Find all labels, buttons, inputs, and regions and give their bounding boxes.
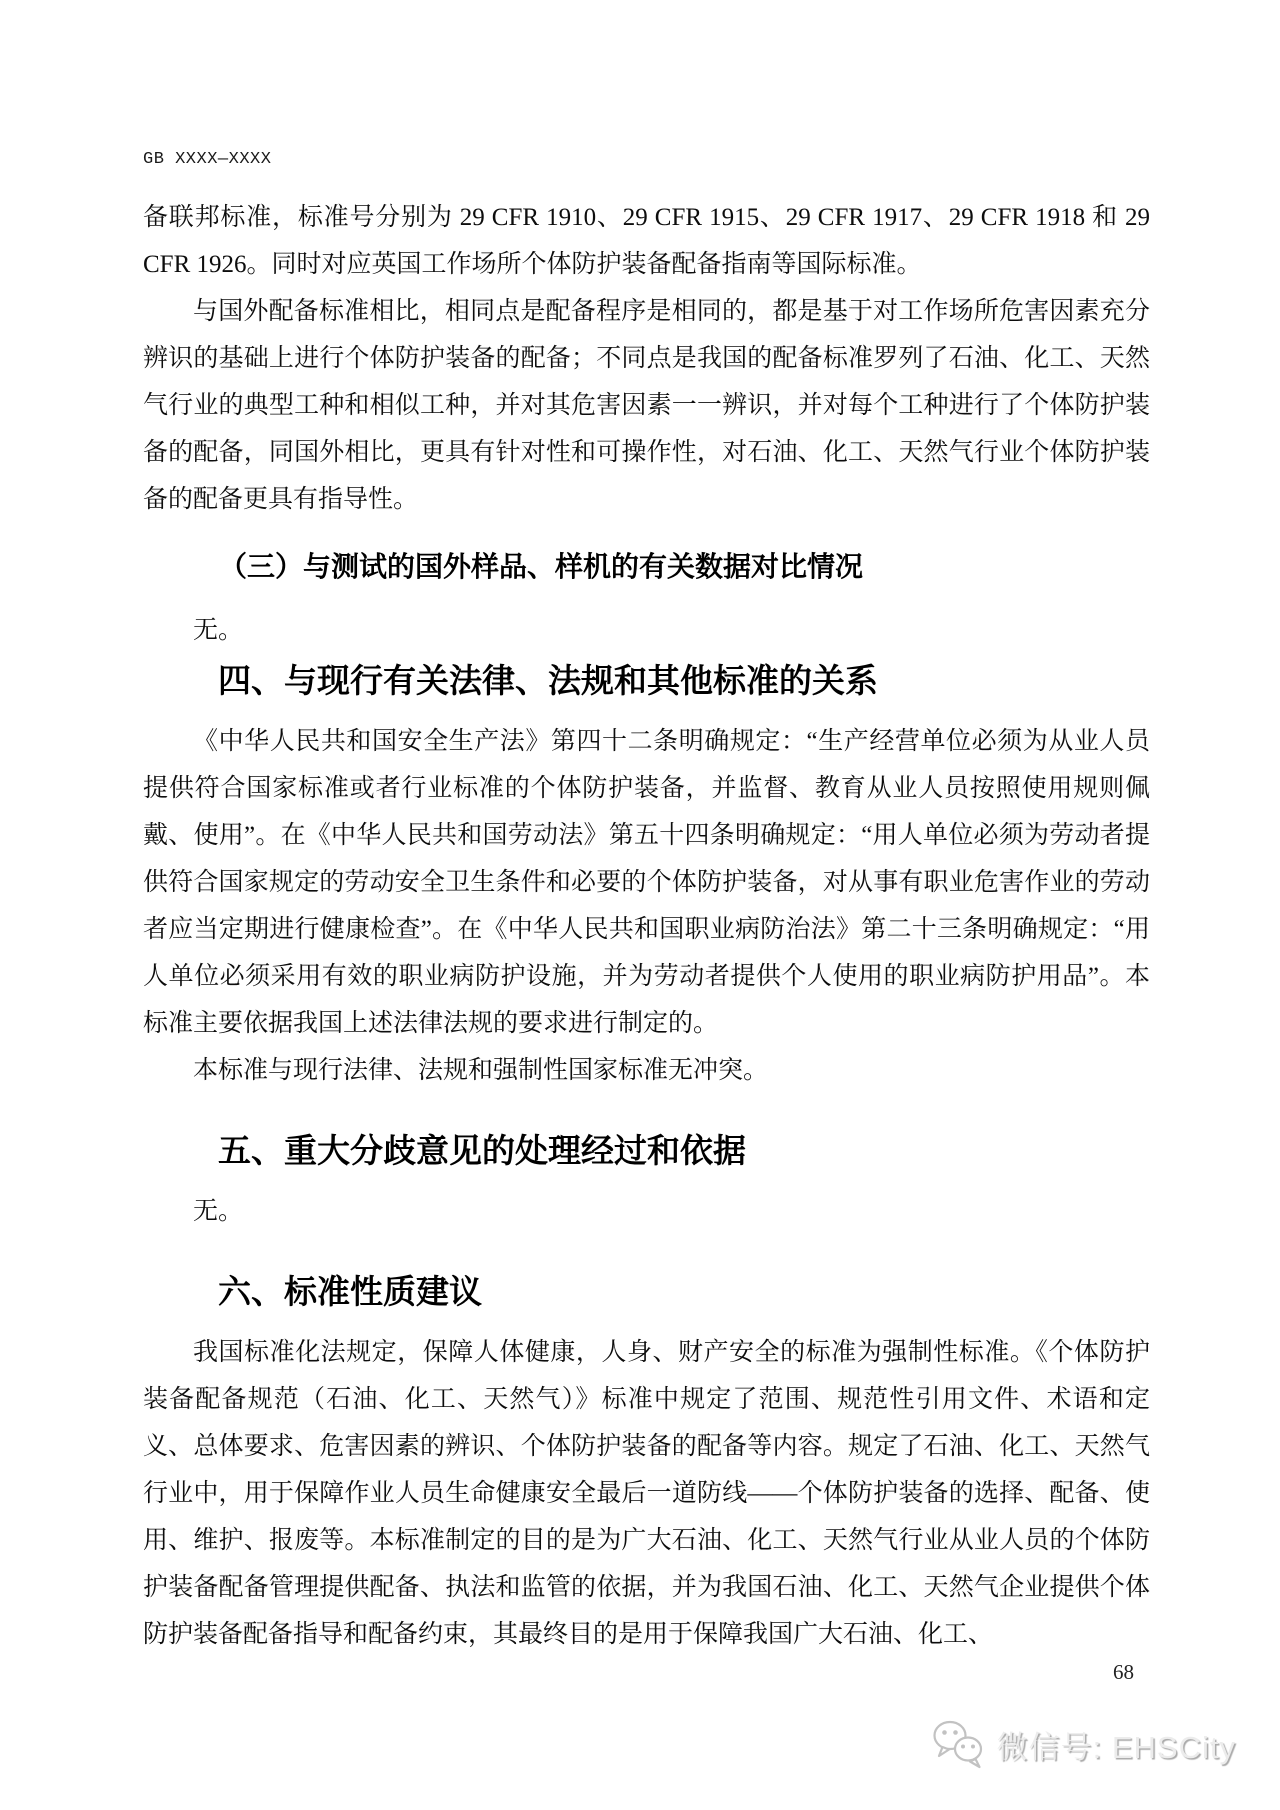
- running-header: GB XXXX—XXXX: [143, 150, 272, 169]
- wechat-account-label: 微信号: EHSCity: [996, 1729, 1236, 1765]
- paragraph-standard-nature: 我国标准化法规定，保障人体健康，人身、财产安全的标准为强制性标准。《个体防护装备配备规范（石油、化工、天然气）》标准中规定了范围、规范性引用文件、术语和定义、总体要求、危害因素的辨识、个体防护装备的配备等内容。规定了石油、化工、天然气行业中，用于保障作业人员生命健康安全最后一道防线——个体防护装备的选择、配备、使用、维护、报废等。本标准制定的目的是为广大石油、化工、天然气行业从业人员的个体防护装备配备管理提供配备、执法和监管的依据，并为我国石油、化工、天然气企业提供个体防护装备配备指导和配备约束，其最终目的是用于保障我国广大石油、化工、: [143, 1339, 1150, 1648]
- heading-section-5: 五、重大分歧意见的处理经过和依据: [218, 1132, 746, 1169]
- heading-section-3: （三）与测试的国外样品、样机的有关数据对比情况: [219, 551, 864, 582]
- paragraph-legal-basis: 《中华人民共和国安全生产法》第四十二条明确规定：“生产经营单位必须为从业人员提供符合国家标准或者行业标准的个体防护装备，并监督、教育从业人员按照使用规则佩戴、使用”。在《中华人民共和国劳动法》第五十四条明确规定：“用人单位必须为劳动者提供符合国家规定的劳动安全卫生条件和必要的个体防护装备，对从事有职业危害作业的劳动者应当定期进行健康检查”。在《中华人民共和国职业病防治法》第二十三条明确规定：“用人单位必须采用有效的职业病防护设施，并为劳动者提供个人使用的职业病防护用品”。本标准主要依据我国上述法律法规的要求进行制定的。: [143, 728, 1150, 1037]
- paragraph-no-conflict: 本标准与现行法律、法规和强制性国家标准无冲突。: [193, 1057, 769, 1084]
- wechat-watermark: [931, 1718, 1236, 1770]
- wechat-icon: [931, 1718, 987, 1770]
- heading-section-4: 四、与现行有关法律、法规和其他标准的关系: [218, 662, 878, 699]
- page-number: 68: [1113, 1660, 1134, 1684]
- paragraph-none-1: 无。: [193, 617, 244, 644]
- heading-section-6: 六、标准性质建议: [218, 1273, 482, 1310]
- document-content: [143, 150, 1150, 1658]
- paragraph-continuation: 备联邦标准，标准号分别为 29 CFR 1910、29 CFR 1915、29 CFR 1917、29 CFR 1918 和 29 CFR 1926。同时对应英国工作场所个体防护装备配备指南等国际标准。: [143, 204, 1150, 278]
- paragraph-none-2: 无。: [193, 1198, 244, 1225]
- paragraph-comparison: 与国外配备标准相比，相同点是配备程序是相同的，都是基于对工作场所危害因素充分辨识的基础上进行个体防护装备的配备；不同点是我国的配备标准罗列了石油、化工、天然气行业的典型工种和相似工种，并对其危害因素一一辨识，并对每个工种进行了个体防护装备的配备，同国外相比，更具有针对性和可操作性，对石油、化工、天然气行业个体防护装备的配备更具有指导性。: [143, 298, 1150, 513]
